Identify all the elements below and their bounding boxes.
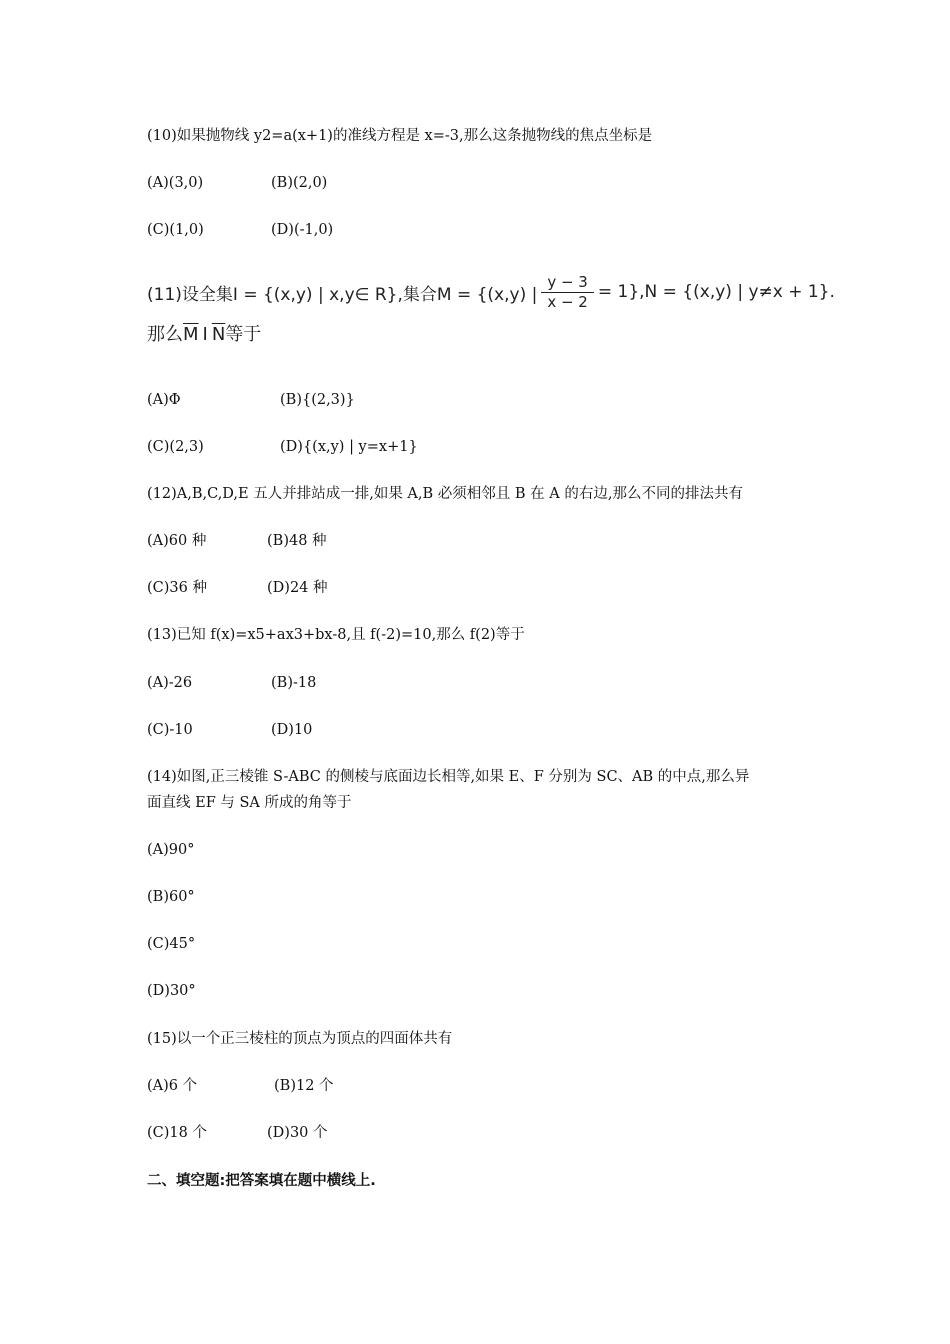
q13-option-b: (B)-18 [271, 675, 317, 691]
q14-stem-line2: 面直线 EF 与 SA 所成的角等于 [147, 795, 352, 811]
q11-option-a: (A)Φ [147, 392, 181, 408]
q10-option-a: (A)(3,0) [147, 175, 204, 191]
q12-option-b: (B)48 种 [267, 533, 327, 549]
q11-complement-m: $\overline{M}$ [183, 324, 199, 345]
q11-option-c: (C)(2,3) [147, 439, 204, 455]
q11-part1: (11)设全集I = {(x,y) | x,y∈ R},集合M = {(x,y) | [147, 284, 538, 305]
q11-line2-suffix: 等于 [225, 324, 262, 345]
q11-intersect-symbol: I [202, 324, 208, 345]
q12-option-d: (D)24 种 [267, 580, 328, 596]
q11-numerator: y − 3 [541, 273, 594, 293]
q11-line2-prefix: 那么 [147, 324, 183, 345]
q15-option-a: (A)6 个 [147, 1078, 198, 1094]
q12-stem: (12)A,B,C,D,E 五人并排站成一排,如果 A,B 必须相邻且 B 在 A 的右边,那么不同的排法共有 [147, 486, 743, 502]
q12-option-c: (C)36 种 [147, 580, 207, 596]
q11-stem-line2 [147, 320, 835, 346]
q13-option-a: (A)-26 [147, 675, 193, 691]
q12-option-a: (A)60 种 [147, 533, 207, 549]
q11-complement-n: $\overline{N}$ [211, 324, 226, 345]
q11-part2: = 1},N = {(x,y) | y≠x + 1}. [597, 282, 835, 302]
q15-option-d: (D)30 个 [267, 1125, 328, 1141]
q10-option-c: (C)(1,0) [147, 222, 204, 238]
q11-stem [147, 270, 835, 346]
q10-option-b: (B)(2,0) [271, 175, 328, 191]
q14-option-d: (D)30° [147, 983, 196, 999]
q14-option-b: (B)60° [147, 889, 195, 905]
q14-stem-line1: (14)如图,正三棱锥 S-ABC 的侧棱与底面边长相等,如果 E、F 分别为 SC、AB 的中点,那么异 [147, 769, 750, 785]
q11-option-b: (B){(2,3)} [280, 392, 355, 408]
q11-fraction [541, 273, 594, 312]
section-heading-fill-in: 二、填空题:把答案填在题中横线上. [147, 1173, 376, 1189]
q14-option-c: (C)45° [147, 936, 196, 952]
q11-stem-line1 [147, 270, 835, 314]
q14-option-a: (A)90° [147, 842, 195, 858]
q15-option-c: (C)18 个 [147, 1125, 207, 1141]
q13-option-c: (C)-10 [147, 722, 193, 738]
q11-option-d: (D){(x,y) | y=x+1} [280, 439, 418, 455]
q15-stem: (15)以一个正三棱柱的顶点为顶点的四面体共有 [147, 1031, 453, 1047]
q10-option-d: (D)(-1,0) [271, 222, 334, 238]
q15-option-b: (B)12 个 [274, 1078, 334, 1094]
q10-stem: (10)如果抛物线 y2=a(x+1)的准线方程是 x=-3,那么这条抛物线的焦点坐标是 [147, 128, 653, 144]
q13-option-d: (D)10 [271, 722, 313, 738]
q13-stem: (13)已知 f(x)=x5+ax3+bx-8,且 f(-2)=10,那么 f(2)等于 [147, 627, 525, 643]
q11-denominator: x − 2 [547, 292, 588, 311]
